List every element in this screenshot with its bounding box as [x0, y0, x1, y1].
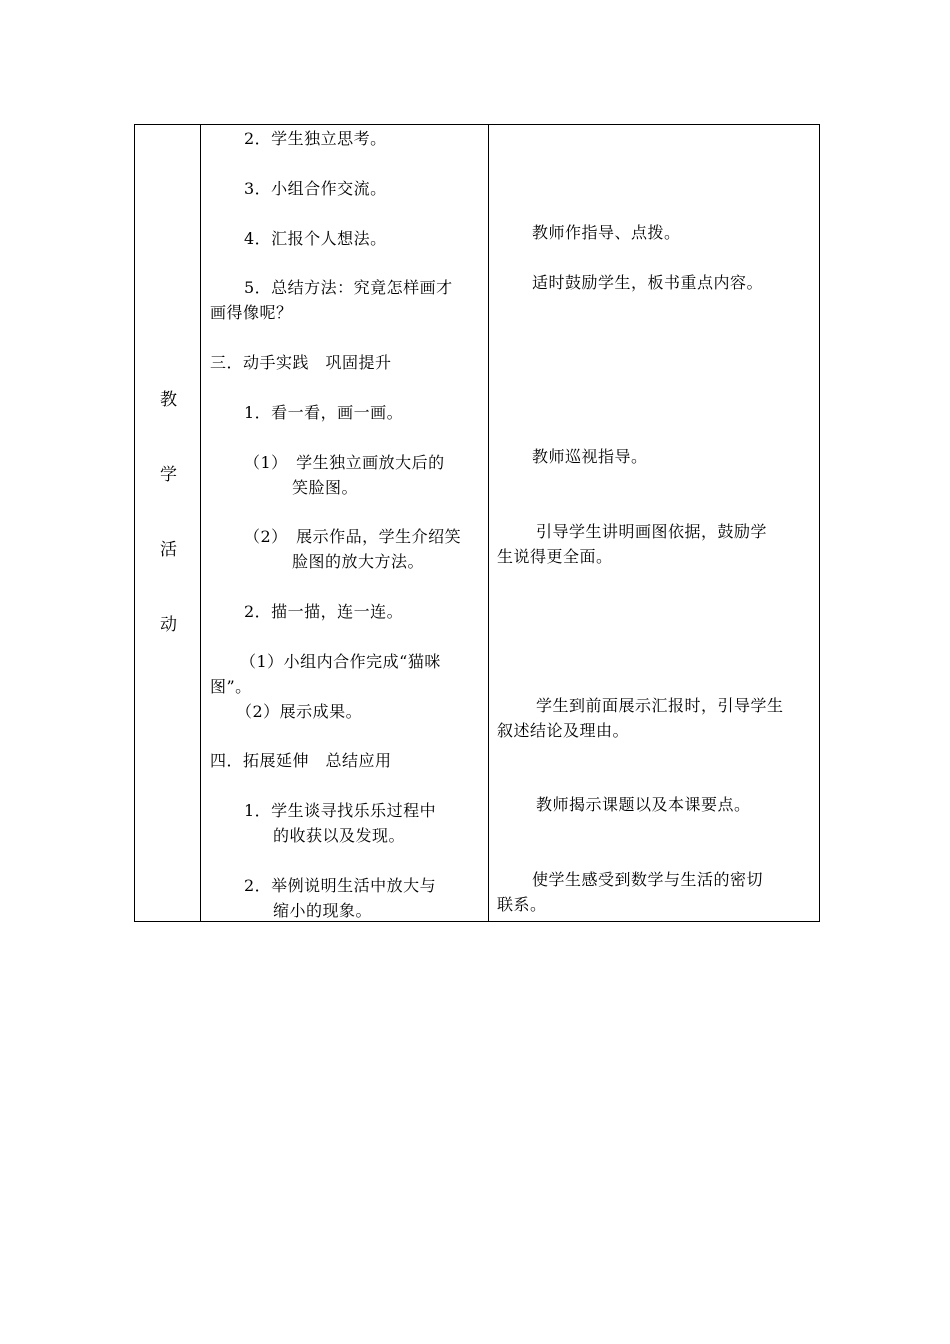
section-3-item-1-sub-2: （2） 展示作品，学生介绍笑: [244, 527, 462, 546]
teacher-note-6: 教师揭示课题以及本课要点。: [536, 795, 751, 814]
section-3-item-2-sub-1: （1）小组内合作完成“猫咪: [240, 652, 441, 671]
side-label-char-3: 活: [160, 540, 177, 560]
section-4-item-1: 1．学生谈寻找乐乐过程中: [244, 801, 437, 820]
section-3-item-2: 2．描一描，连一连。: [244, 602, 404, 621]
step-2-text: 2．学生独立思考。: [244, 129, 387, 148]
teacher-note-5: 学生到前面展示汇报时，引导学生: [536, 696, 784, 715]
teacher-note-7: 使学生感受到数学与生活的密切: [532, 870, 764, 889]
section-3-item-1-sub-2-cont: 脸图的放大方法。: [292, 552, 425, 571]
side-label-char-1: 教: [160, 390, 177, 410]
section-3-item-1: 1．看一看，画一画。: [244, 403, 404, 422]
step-3-text: 3．小组合作交流。: [244, 179, 387, 198]
teacher-note-1: 教师作指导、点拨。: [532, 223, 681, 242]
side-label-char-4: 动: [160, 615, 177, 635]
section-3-item-2-sub-2: （2）展示成果。: [236, 702, 363, 721]
section-3-heading: 三．动手实践 巩固提升: [210, 353, 392, 372]
section-4-heading: 四．拓展延伸 总结应用: [210, 751, 392, 770]
teacher-note-2: 适时鼓励学生，板书重点内容。: [532, 273, 764, 292]
step-4-text: 4．汇报个人想法。: [244, 229, 387, 248]
teacher-note-4: 引导学生讲明画图依据，鼓励学: [536, 522, 768, 541]
teacher-note-5-cont: 叙述结论及理由。: [497, 721, 630, 740]
side-label-char-2: 学: [160, 465, 177, 485]
section-4-item-2-cont: 缩小的现象。: [273, 901, 373, 920]
section-3-item-1-sub-1: （1） 学生独立画放大后的: [244, 453, 445, 472]
section-3-item-1-sub-1-cont: 笑脸图。: [292, 478, 359, 497]
section-3-item-2-sub-1-cont: 图”。: [210, 677, 252, 696]
column-divider-1: [200, 125, 201, 921]
section-4-item-1-cont: 的收获以及发现。: [273, 826, 406, 845]
step-5-text: 5．总结方法：究竟怎样画才: [244, 278, 453, 297]
teacher-note-4-cont: 生说得更全面。: [497, 547, 613, 566]
column-divider-2: [488, 125, 489, 921]
teacher-note-7-cont: 联系。: [497, 895, 547, 914]
step-5-text-cont: 画得像呢？: [210, 303, 293, 322]
section-4-item-2: 2．举例说明生活中放大与: [244, 876, 437, 895]
teacher-note-3: 教师巡视指导。: [532, 447, 648, 466]
